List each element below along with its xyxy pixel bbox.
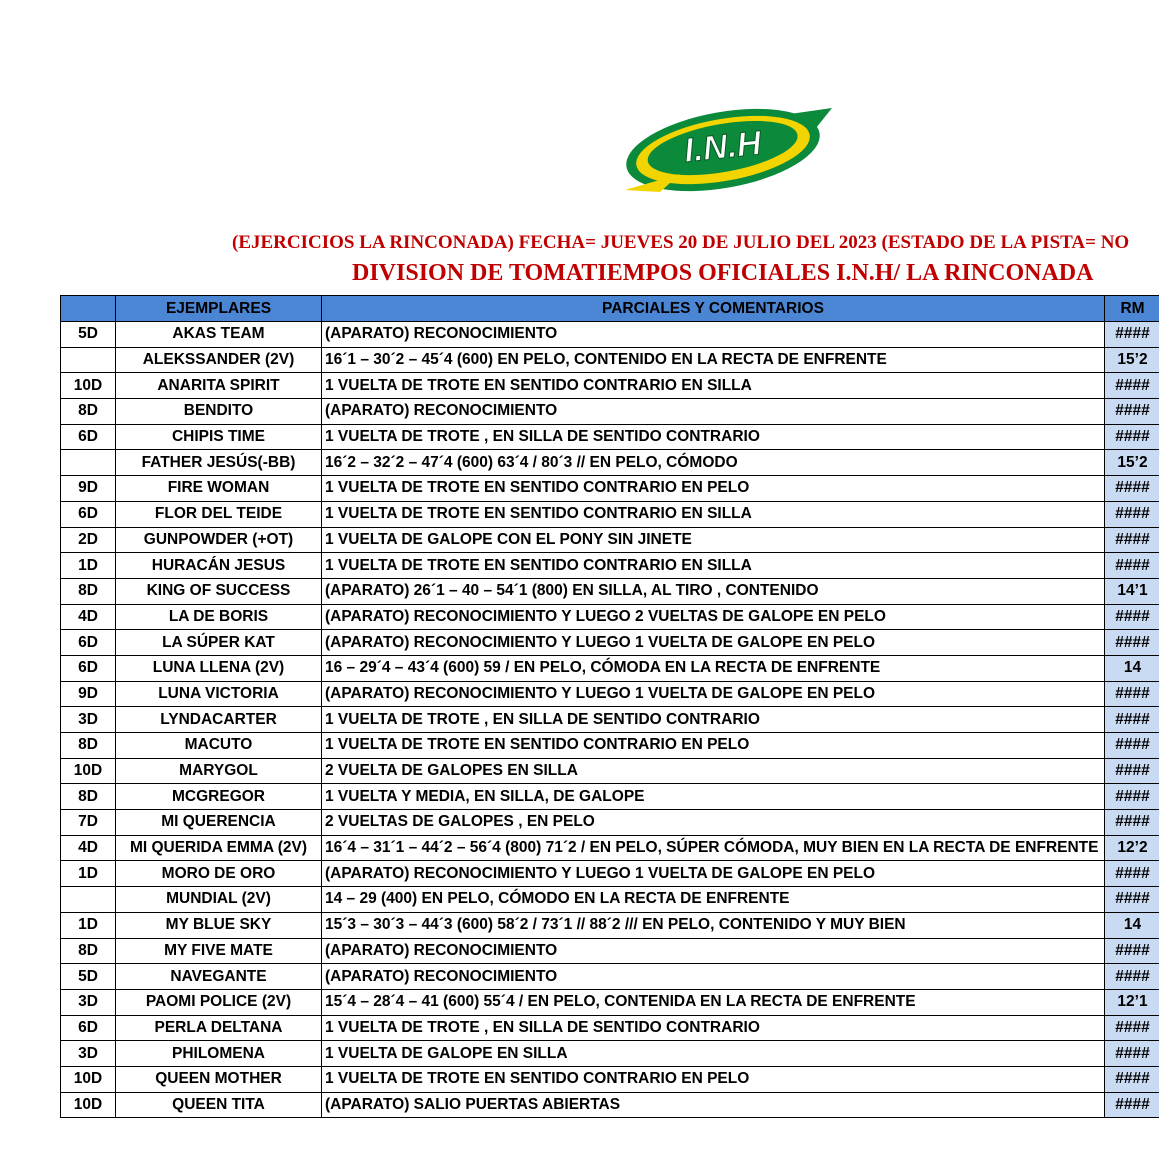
table-row: [61, 347, 1159, 373]
header-division: [61, 296, 116, 322]
table-row: [61, 989, 1159, 1015]
horse-name-cell: PHILOMENA: [116, 1041, 322, 1067]
comment-cell: (APARATO) RECONOCIMIENTO: [322, 322, 1105, 348]
division-cell: 4D: [61, 604, 116, 630]
table-row: [61, 758, 1159, 784]
rm-cell: ####: [1105, 1015, 1159, 1041]
comment-cell: 1 VUELTA DE TROTE EN SENTIDO CONTRARIO EN PELO: [322, 1066, 1105, 1092]
comment-cell: 15´3 – 30´3 – 44´3 (600) 58´2 / 73´1 // 88´2 /// EN PELO, CONTENIDO Y MUY BIEN: [322, 912, 1105, 938]
table-row: [61, 733, 1159, 759]
comment-cell: 16´2 – 32´2 – 47´4 (600) 63´4 / 80´3 // EN PELO, CÓMODO: [322, 450, 1105, 476]
rm-cell: ####: [1105, 630, 1159, 656]
horse-name-cell: MI QUERIDA EMMA (2V): [116, 835, 322, 861]
rm-cell: ####: [1105, 1092, 1159, 1118]
rm-cell: ####: [1105, 681, 1159, 707]
table-row: [61, 707, 1159, 733]
rm-cell: ####: [1105, 938, 1159, 964]
division-cell: 6D: [61, 655, 116, 681]
division-cell: 10D: [61, 1092, 116, 1118]
horse-name-cell: QUEEN TITA: [116, 1092, 322, 1118]
horse-name-cell: MARYGOL: [116, 758, 322, 784]
rm-cell: ####: [1105, 758, 1159, 784]
table-row: [61, 527, 1159, 553]
division-cell: 9D: [61, 476, 116, 502]
rm-cell: ####: [1105, 501, 1159, 527]
horse-name-cell: LUNA LLENA (2V): [116, 655, 322, 681]
division-title: DIVISION DE TOMATIEMPOS OFICIALES I.N.H/ LA RINCONADA: [352, 260, 1094, 286]
comment-cell: (APARATO) RECONOCIMIENTO Y LUEGO 2 VUELTAS DE GALOPE EN PELO: [322, 604, 1105, 630]
rm-cell: 14’1: [1105, 578, 1159, 604]
division-cell: 4D: [61, 835, 116, 861]
comment-cell: 16´1 – 30´2 – 45´4 (600) EN PELO, CONTENIDO EN LA RECTA DE ENFRENTE: [322, 347, 1105, 373]
header-ejemplares: EJEMPLARES: [116, 296, 322, 322]
division-cell: 8D: [61, 938, 116, 964]
division-cell: 8D: [61, 399, 116, 425]
horse-name-cell: NAVEGANTE: [116, 964, 322, 990]
table-row: [61, 810, 1159, 836]
horse-name-cell: MACUTO: [116, 733, 322, 759]
table-row: [61, 578, 1159, 604]
comment-cell: (APARATO) RECONOCIMIENTO Y LUEGO 1 VUELTA DE GALOPE EN PELO: [322, 630, 1105, 656]
table-row: [61, 1092, 1159, 1118]
division-cell: 1D: [61, 912, 116, 938]
table-row: [61, 553, 1159, 579]
division-cell: 5D: [61, 964, 116, 990]
horse-name-cell: MCGREGOR: [116, 784, 322, 810]
comment-cell: 1 VUELTA DE TROTE EN SENTIDO CONTRARIO EN SILLA: [322, 501, 1105, 527]
comment-cell: 16 – 29´4 – 43´4 (600) 59 / EN PELO, CÓMODA EN LA RECTA DE ENFRENTE: [322, 655, 1105, 681]
horse-name-cell: GUNPOWDER (+OT): [116, 527, 322, 553]
division-cell: 8D: [61, 733, 116, 759]
comment-cell: (APARATO) RECONOCIMIENTO: [322, 964, 1105, 990]
table-row: [61, 1041, 1159, 1067]
rm-cell: ####: [1105, 1066, 1159, 1092]
comment-cell: 1 VUELTA DE GALOPE CON EL PONY SIN JINETE: [322, 527, 1105, 553]
division-cell: 10D: [61, 373, 116, 399]
horse-name-cell: PAOMI POLICE (2V): [116, 989, 322, 1015]
horse-name-cell: LYNDACARTER: [116, 707, 322, 733]
division-cell: 6D: [61, 1015, 116, 1041]
logo-text: I.N.H: [682, 124, 764, 170]
rm-cell: ####: [1105, 1041, 1159, 1067]
table-row: [61, 655, 1159, 681]
comment-cell: 1 VUELTA DE GALOPE EN SILLA: [322, 1041, 1105, 1067]
horse-name-cell: BENDITO: [116, 399, 322, 425]
rm-cell: ####: [1105, 887, 1159, 913]
horse-name-cell: FATHER JESÚS(-BB): [116, 450, 322, 476]
horse-name-cell: MY BLUE SKY: [116, 912, 322, 938]
header-parciales: PARCIALES Y COMENTARIOS: [322, 296, 1105, 322]
division-cell: 9D: [61, 681, 116, 707]
division-cell: [61, 887, 116, 913]
division-cell: 1D: [61, 553, 116, 579]
horse-name-cell: LUNA VICTORIA: [116, 681, 322, 707]
division-cell: 6D: [61, 501, 116, 527]
comment-cell: 1 VUELTA DE TROTE , EN SILLA DE SENTIDO CONTRARIO: [322, 424, 1105, 450]
horse-name-cell: FIRE WOMAN: [116, 476, 322, 502]
rm-cell: ####: [1105, 424, 1159, 450]
table-row: [61, 322, 1159, 348]
inh-logo: [620, 104, 834, 196]
horse-name-cell: ALEKSSANDER (2V): [116, 347, 322, 373]
division-cell: 8D: [61, 578, 116, 604]
rm-cell: 15’2: [1105, 347, 1159, 373]
comment-cell: 1 VUELTA DE TROTE EN SENTIDO CONTRARIO EN SILLA: [322, 553, 1105, 579]
rm-cell: ####: [1105, 810, 1159, 836]
rm-cell: 14: [1105, 912, 1159, 938]
horse-name-cell: MI QUERENCIA: [116, 810, 322, 836]
horse-name-cell: MUNDIAL (2V): [116, 887, 322, 913]
rm-cell: ####: [1105, 861, 1159, 887]
division-cell: 6D: [61, 630, 116, 656]
horse-name-cell: PERLA DELTANA: [116, 1015, 322, 1041]
division-cell: 7D: [61, 810, 116, 836]
table-row: [61, 1015, 1159, 1041]
comment-cell: 15´4 – 28´4 – 41 (600) 55´4 / EN PELO, CONTENIDA EN LA RECTA DE ENFRENTE: [322, 989, 1105, 1015]
rm-cell: ####: [1105, 964, 1159, 990]
comment-cell: 14 – 29 (400) EN PELO, CÓMODO EN LA RECTA DE ENFRENTE: [322, 887, 1105, 913]
table-row: [61, 604, 1159, 630]
comment-cell: 1 VUELTA DE TROTE , EN SILLA DE SENTIDO CONTRARIO: [322, 1015, 1105, 1041]
rm-cell: ####: [1105, 553, 1159, 579]
rm-cell: ####: [1105, 527, 1159, 553]
table-row: [61, 476, 1159, 502]
rm-cell: ####: [1105, 476, 1159, 502]
comment-cell: 1 VUELTA DE TROTE , EN SILLA DE SENTIDO CONTRARIO: [322, 707, 1105, 733]
division-cell: 6D: [61, 424, 116, 450]
comment-cell: (APARATO) RECONOCIMIENTO Y LUEGO 1 VUELTA DE GALOPE EN PELO: [322, 681, 1105, 707]
rm-cell: ####: [1105, 373, 1159, 399]
rm-cell: 12’2: [1105, 835, 1159, 861]
table-row: [61, 964, 1159, 990]
division-cell: 2D: [61, 527, 116, 553]
rm-cell: ####: [1105, 784, 1159, 810]
header-rm: RM: [1105, 296, 1159, 322]
comment-cell: 2 VUELTA DE GALOPES EN SILLA: [322, 758, 1105, 784]
rm-cell: 12’1: [1105, 989, 1159, 1015]
horse-name-cell: FLOR DEL TEIDE: [116, 501, 322, 527]
table-row: [61, 373, 1159, 399]
division-cell: 3D: [61, 989, 116, 1015]
horse-name-cell: LA DE BORIS: [116, 604, 322, 630]
table-row: [61, 835, 1159, 861]
comment-cell: (APARATO) SALIO PUERTAS ABIERTAS: [322, 1092, 1105, 1118]
rm-cell: 15’2: [1105, 450, 1159, 476]
division-cell: 8D: [61, 784, 116, 810]
horse-name-cell: CHIPIS TIME: [116, 424, 322, 450]
table-row: [61, 450, 1159, 476]
horse-name-cell: MORO DE ORO: [116, 861, 322, 887]
rm-cell: ####: [1105, 733, 1159, 759]
table-body: [61, 322, 1159, 1118]
comment-cell: 16´4 – 31´1 – 44´2 – 56´4 (800) 71´2 / EN PELO, SÚPER CÓMODA, MUY BIEN EN LA RECTA DE ENFRENTE: [322, 835, 1105, 861]
division-cell: 3D: [61, 707, 116, 733]
horse-name-cell: LA SÚPER KAT: [116, 630, 322, 656]
horse-name-cell: KING OF SUCCESS: [116, 578, 322, 604]
table-row: [61, 424, 1159, 450]
rm-cell: ####: [1105, 604, 1159, 630]
table-row: [61, 887, 1159, 913]
division-cell: 3D: [61, 1041, 116, 1067]
comment-cell: 1 VUELTA DE TROTE EN SENTIDO CONTRARIO EN PELO: [322, 476, 1105, 502]
division-cell: 5D: [61, 322, 116, 348]
table-row: [61, 912, 1159, 938]
comment-cell: (APARATO) RECONOCIMIENTO: [322, 399, 1105, 425]
comment-cell: (APARATO) RECONOCIMIENTO Y LUEGO 1 VUELTA DE GALOPE EN PELO: [322, 861, 1105, 887]
rm-cell: ####: [1105, 399, 1159, 425]
table-row: [61, 630, 1159, 656]
comment-cell: 1 VUELTA Y MEDIA, EN SILLA, DE GALOPE: [322, 784, 1105, 810]
division-cell: [61, 450, 116, 476]
table-row: [61, 938, 1159, 964]
table-row: [61, 399, 1159, 425]
rm-cell: ####: [1105, 707, 1159, 733]
table-header-row: [61, 296, 1159, 322]
table-row: [61, 681, 1159, 707]
rm-cell: 14: [1105, 655, 1159, 681]
comment-cell: 1 VUELTA DE TROTE EN SENTIDO CONTRARIO EN PELO: [322, 733, 1105, 759]
workouts-table: [60, 295, 1159, 1118]
division-cell: [61, 347, 116, 373]
exercise-date-header: (EJERCICIOS LA RINCONADA) FECHA= JUEVES 20 DE JULIO DEL 2023 (ESTADO DE LA PISTA= NO: [232, 232, 1130, 253]
division-cell: 10D: [61, 1066, 116, 1092]
comment-cell: (APARATO) RECONOCIMIENTO: [322, 938, 1105, 964]
rm-cell: ####: [1105, 322, 1159, 348]
comment-cell: 2 VUELTAS DE GALOPES , EN PELO: [322, 810, 1105, 836]
table-row: [61, 784, 1159, 810]
horse-name-cell: ANARITA SPIRIT: [116, 373, 322, 399]
comment-cell: 1 VUELTA DE TROTE EN SENTIDO CONTRARIO EN SILLA: [322, 373, 1105, 399]
horse-name-cell: MY FIVE MATE: [116, 938, 322, 964]
horse-name-cell: QUEEN MOTHER: [116, 1066, 322, 1092]
horse-name-cell: AKAS TEAM: [116, 322, 322, 348]
division-cell: 10D: [61, 758, 116, 784]
horse-name-cell: HURACÁN JESUS: [116, 553, 322, 579]
table-row: [61, 861, 1159, 887]
division-cell: 1D: [61, 861, 116, 887]
table-row: [61, 501, 1159, 527]
comment-cell: (APARATO) 26´1 – 40 – 54´1 (800) EN SILLA, AL TIRO , CONTENIDO: [322, 578, 1105, 604]
table-row: [61, 1066, 1159, 1092]
